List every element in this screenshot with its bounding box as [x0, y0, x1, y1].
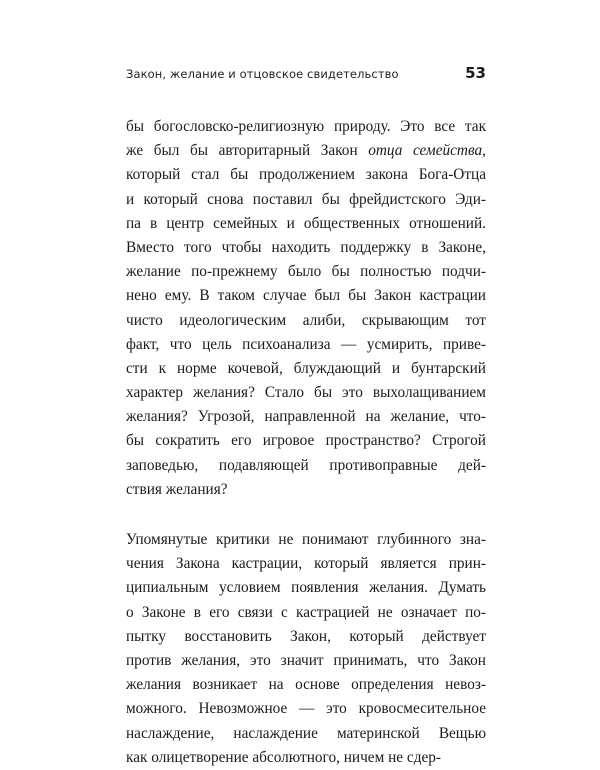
paragraph [126, 115, 486, 502]
text-line [126, 405, 486, 429]
running-head [126, 64, 486, 84]
page-number: 53 [465, 64, 486, 82]
emphasis-text: отца семейства [368, 142, 483, 160]
text-segment: сти к норме кочевой, блуждающий и бунтарский [126, 359, 486, 377]
text-line [126, 357, 486, 381]
text-segment: можного. Невозможное — это кровосмесительное [126, 700, 486, 718]
text-segment: па в центр семейных и общественных отношений. [126, 214, 486, 232]
text-segment: Упомянутые критики не понимают глубинного зна- [126, 531, 486, 548]
text-line [126, 188, 486, 212]
text-segment: чисто идеологическим алиби, скрывающим тот [126, 311, 486, 329]
text-segment: пытку восстановить Закон, который действует [126, 627, 486, 645]
text-line [126, 673, 486, 697]
text-segment: факт, что цель психоанализа — усмирить, приве- [126, 335, 486, 353]
text-line [126, 576, 486, 600]
text-line [126, 552, 486, 576]
running-title: Закон, желание и отцовское свидетельство [126, 67, 399, 81]
text-segment: желания возникает на основе определения невоз- [126, 676, 486, 694]
text-line [126, 115, 486, 139]
text-segment: наслаждение, наслаждение материнской Вещью [126, 724, 486, 742]
text-line [126, 139, 486, 163]
text-segment: желание по-прежнему было бы полностью подчи- [126, 263, 486, 281]
text-segment: , [482, 142, 486, 160]
text-segment: нено ему. В таком случае был бы Закон кастрации [126, 287, 486, 305]
text-line [126, 309, 486, 333]
text-line [126, 454, 486, 478]
text-segment: ствия желания? [126, 480, 228, 498]
body-text [126, 115, 486, 770]
text-segment: ципиальным условием появления желания. Думать [126, 579, 486, 597]
text-line [126, 381, 486, 405]
text-line [126, 625, 486, 649]
text-segment: Вместо того чтобы находить поддержку в Законе, [126, 238, 486, 256]
text-line [126, 478, 486, 502]
text-segment: желания? Угрозой, направленной на желание, что- [126, 408, 486, 426]
text-segment: заповедью, подавляющей противоправные дей- [126, 456, 486, 474]
text-line [126, 333, 486, 357]
text-line [126, 429, 486, 453]
text-segment: против желания, это значит принимать, что Закон [126, 651, 486, 669]
text-segment: и который снова поставил бы фрейдистского Эди- [126, 190, 486, 208]
text-line [126, 284, 486, 308]
text-segment: как олицетворение абсолютного, ничем не сдер- [126, 748, 442, 766]
text-segment: же был бы авторитарный Закон [126, 142, 369, 160]
text-segment: чения Закона кастрации, который является прин- [126, 555, 486, 573]
text-line [126, 163, 486, 187]
text-line [126, 236, 486, 260]
text-line [126, 722, 486, 746]
text-line [126, 212, 486, 236]
text-segment: бы богословско-религиозную природу. Это все так [126, 118, 486, 135]
text-segment: о Законе в его связи с кастрацией не означает по- [126, 603, 486, 621]
text-line [126, 528, 486, 552]
text-segment: бы сократить его игровое пространство? Строгой [126, 432, 486, 450]
text-segment: характер желания? Стало бы это выхолащиванием [126, 384, 486, 402]
text-line [126, 601, 486, 625]
text-segment: который стал бы продолжением закона Бога-Отца [126, 166, 486, 184]
text-line [126, 746, 486, 770]
text-line [126, 260, 486, 284]
text-line [126, 697, 486, 721]
text-line [126, 649, 486, 673]
paragraph [126, 528, 486, 770]
